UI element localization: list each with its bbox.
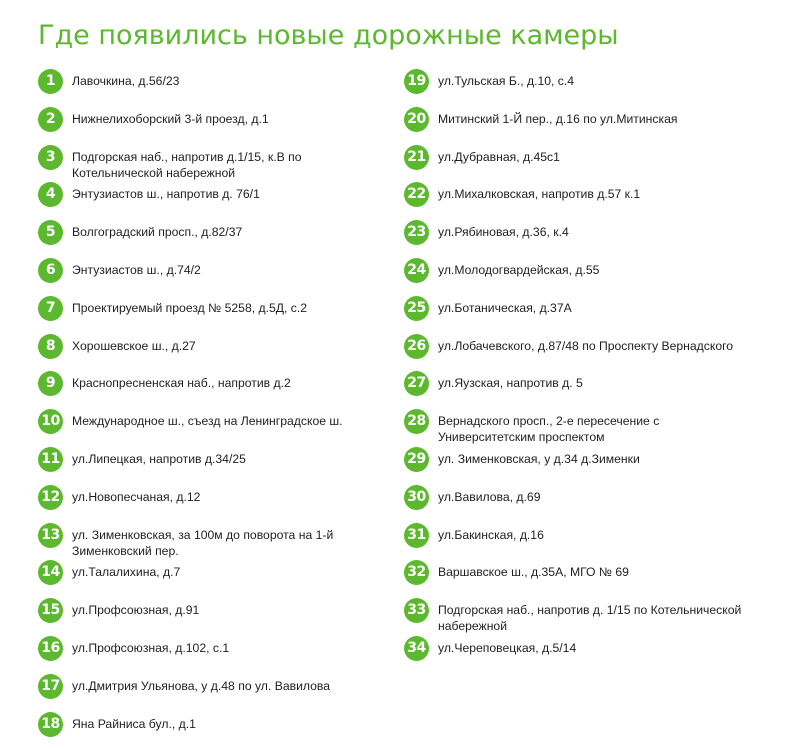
item-number-badge: 7 [38,296,63,321]
list-item [38,635,378,661]
item-number-badge: 28 [404,409,429,434]
item-number-badge: 8 [38,334,63,359]
camera-list-left [38,0,378,749]
item-address: ул.Талалихина, д.7 [72,565,181,580]
item-address: Проектируемый проезд № 5258, д.5Д, с.2 [72,300,308,315]
item-number-badge: 22 [404,182,429,207]
item-address: ул.Профсоюзная, д.102, с.1 [72,641,230,655]
list-item [38,106,378,132]
item-address: Митинский 1-Й пер., д.16 по ул.Митинская [438,111,678,126]
item-number-badge: 27 [404,371,429,396]
item-address: Подгорская наб., напротив д.1/15, к.В по Котельнической набережной [72,149,302,180]
item-number-badge: 21 [404,145,429,170]
item-address: Энтузиастов ш., д.74/2 [72,263,201,277]
item-address: ул.Михалковская, напротив д.57 к.1 [438,187,641,202]
item-address: ул.Новопесчаная, д.12 [72,489,201,504]
item-number-badge: 23 [404,220,429,245]
list-item [404,219,744,245]
list-item [38,219,378,245]
item-number-badge: 4 [38,182,63,207]
item-address: Энтузиастов ш., напротив д. 76/1 [72,187,260,202]
item-number-badge: 15 [38,598,63,623]
item-address: Краснопресненская наб., напротив д.2 [72,376,291,391]
item-address: Волгоградский просп., д.82/37 [72,225,243,240]
list-item [404,597,744,634]
item-number-badge: 16 [38,636,63,661]
item-number-badge: 33 [404,598,429,623]
item-address: Вернадского просп., 2-е пересечение с Университетским проспектом [438,414,660,445]
item-address: ул.Рябиновая, д.36, к.4 [438,225,569,240]
list-item [404,106,744,132]
item-number-badge: 32 [404,560,429,585]
item-address: ул.Ботаническая, д.37А [438,300,572,315]
item-address: Нижнелихоборский 3-й проезд, д.1 [72,111,269,126]
item-number-badge: 19 [404,69,429,94]
item-address: Варшавское ш., д.35А, МГО № 69 [438,565,629,580]
list-item [38,144,378,181]
item-address: ул.Яузская, напротив д. 5 [438,376,583,391]
list-item [404,144,744,170]
list-item [38,370,378,396]
item-number-badge: 31 [404,523,429,548]
page-title: Где появились новые дорожные камеры [38,20,619,51]
list-item [38,522,378,559]
list-item [38,257,378,283]
list-item [404,295,744,321]
item-address: ул.Дмитрия Ульянова, у д.48 по ул. Вавилова [72,678,331,693]
camera-list-right [404,0,744,749]
item-number-badge: 29 [404,447,429,472]
item-number-badge: 1 [38,69,63,94]
list-item [404,635,744,661]
list-item [404,181,744,207]
list-item [38,711,378,737]
list-item [38,559,378,585]
item-address: ул.Липецкая, напротив д.34/25 [72,452,246,466]
item-address: Хорошевское ш., д.27 [72,338,196,353]
item-address: Яна Райниса бул., д.1 [72,716,196,731]
item-address: ул.Профсоюзная, д.91 [72,603,200,618]
item-number-badge: 14 [38,560,63,585]
list-item [38,446,378,472]
item-number-badge: 26 [404,334,429,359]
item-number-badge: 17 [38,674,63,699]
item-number-badge: 18 [38,712,63,737]
item-number-badge: 11 [38,447,63,472]
list-item [404,333,744,359]
list-item [38,484,378,510]
list-item [404,257,744,283]
list-item [38,181,378,207]
item-address: ул. Зименковская, за 100м до поворота на 1-й Зименковский пер. [72,527,334,558]
item-number-badge: 5 [38,220,63,245]
item-address: Подгорская наб., напротив д. 1/15 по Котельнической набережной [438,603,742,634]
list-item [404,408,744,445]
list-item [38,597,378,623]
list-item [404,446,744,472]
list-item [38,673,378,699]
item-number-badge: 9 [38,371,63,396]
item-number-badge: 20 [404,107,429,132]
list-item [38,408,378,434]
item-address: Международное ш., съезд на Ленинградское ш. [72,414,343,429]
item-number-badge: 30 [404,485,429,510]
list-item [404,370,744,396]
list-item [38,333,378,359]
item-address: ул.Дубравная, д.45с1 [438,149,560,164]
item-address: Лавочкина, д.56/23 [72,74,180,88]
item-number-badge: 12 [38,485,63,510]
item-address: ул.Тульская Б., д.10, с.4 [438,74,575,88]
item-number-badge: 3 [38,145,63,170]
list-item [404,68,744,94]
item-number-badge: 25 [404,296,429,321]
item-number-badge: 24 [404,258,429,283]
item-number-badge: 10 [38,409,63,434]
list-item [404,522,744,548]
item-address: ул.Бакинская, д.16 [438,527,544,542]
list-item [38,68,378,94]
item-number-badge: 13 [38,523,63,548]
item-address: ул.Вавилова, д.69 [438,489,541,504]
list-item [404,559,744,585]
item-address: ул.Молодогвардейская, д.55 [438,263,600,277]
item-address: ул. Зименковская, у д.34 д.Зименки [438,452,640,466]
item-address: ул.Череповецкая, д.5/14 [438,641,577,655]
list-item [404,484,744,510]
item-number-badge: 6 [38,258,63,283]
item-number-badge: 34 [404,636,429,661]
item-address: ул.Лобачевского, д.87/48 по Проспекту Вернадского [438,338,734,353]
item-number-badge: 2 [38,107,63,132]
list-item [38,295,378,321]
